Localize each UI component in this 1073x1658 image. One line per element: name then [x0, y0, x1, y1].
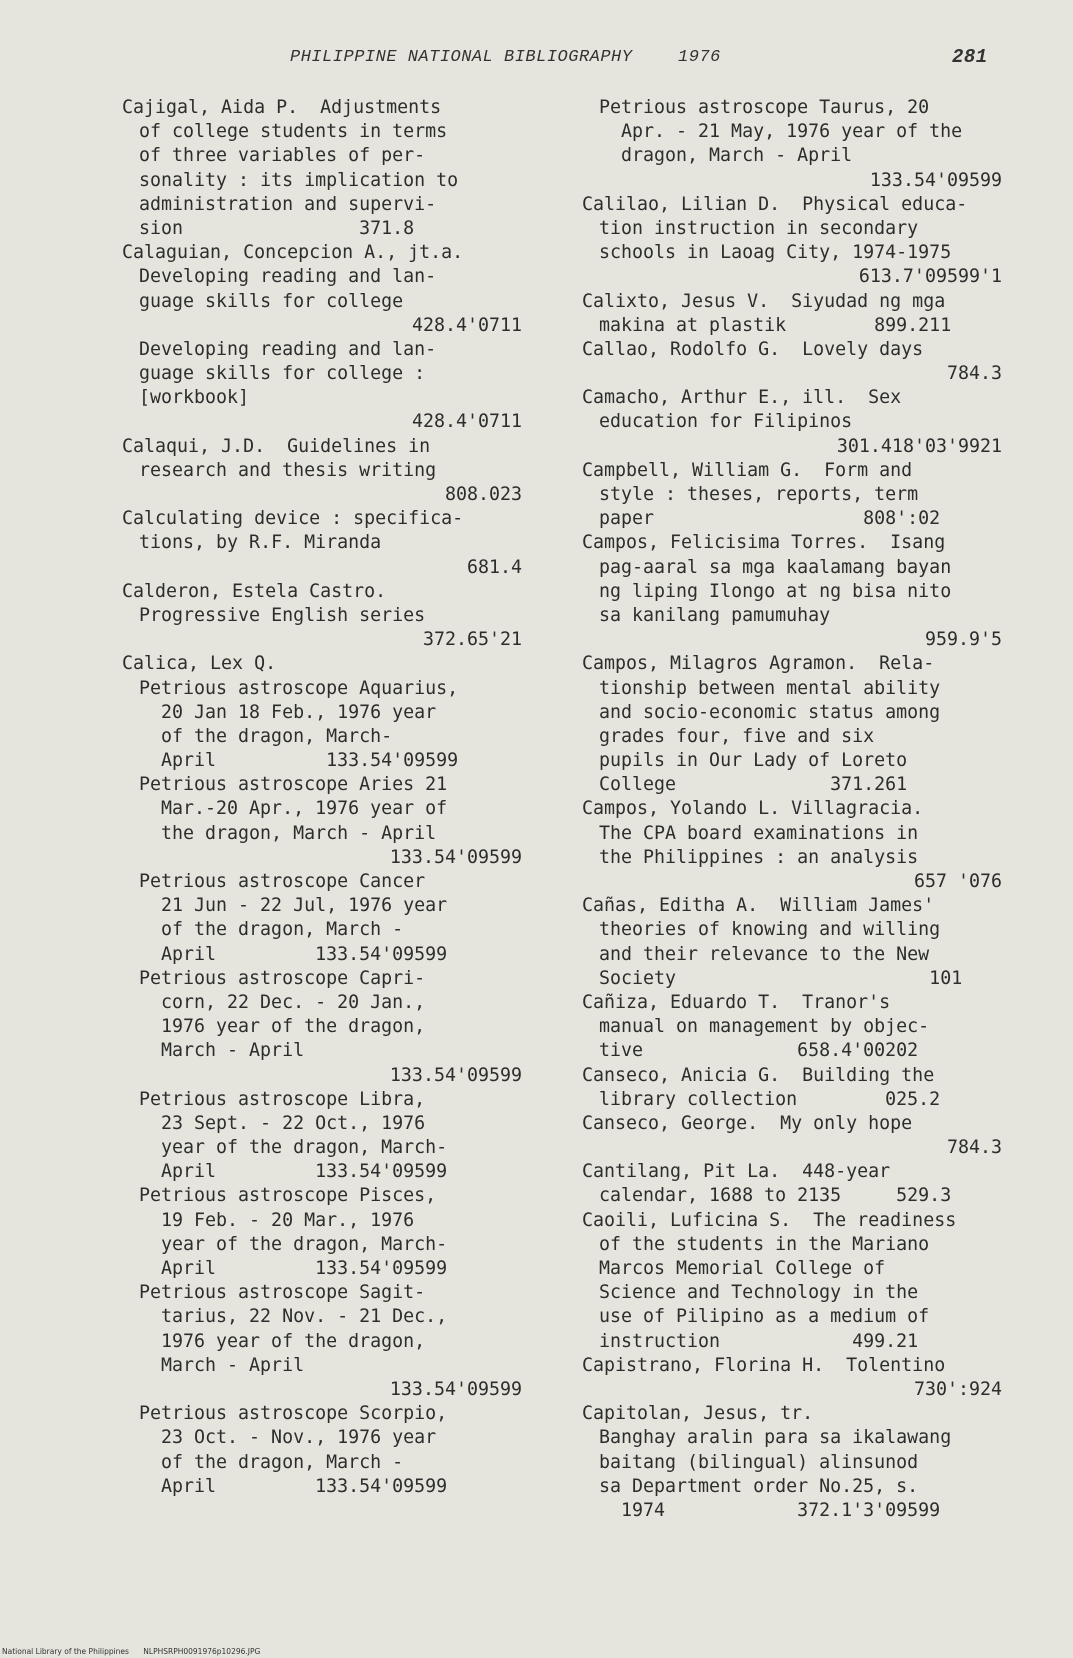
bibliography-entry	[582, 894, 1002, 991]
entry-line: and their relevance to the New	[599, 943, 930, 965]
call-number: 133.54'09599	[389, 846, 522, 868]
entry-line: Petrious astroscope Pisces,	[139, 1185, 437, 1207]
entry-line: use of Pilipino as a medium of	[599, 1306, 930, 1328]
call-number: 613.7'09599'1	[858, 266, 1002, 288]
bibliography-entry	[582, 652, 1002, 797]
page-number: 281	[952, 46, 988, 68]
footer-credit: National Library of the Philippines	[2, 1647, 129, 1656]
entry-line: 23 Sept. - 22 Oct., 1976	[161, 1112, 426, 1134]
entry-line: dragon, March - April	[621, 145, 853, 167]
bibliography-entry	[582, 1354, 1002, 1402]
bibliography-year: 1976	[678, 48, 721, 67]
entry-line: Cajigal, Aida P. Adjustments	[122, 97, 442, 118]
entry-line: of the dragon, March -	[161, 919, 404, 941]
entry-line: [workbook]	[139, 387, 250, 409]
entry-line: of the dragon, March -	[161, 1451, 404, 1473]
entry-line: Banghay aralin para sa ikalawang	[599, 1427, 952, 1449]
entry-line: Developing reading and lan-	[139, 266, 437, 288]
bibliography-entry	[582, 193, 1002, 290]
page-footer	[2, 1647, 260, 1656]
bibliography-entry	[122, 652, 522, 1499]
entry-line: Petrious astroscope Aries 21	[139, 774, 448, 796]
entry-line: year of the dragon, March-	[161, 1137, 448, 1159]
bibliography-entry	[582, 290, 1002, 338]
entry-line: Canseco, George. My only hope	[582, 1112, 913, 1134]
entry-line: Capistrano, Florina H. Tolentino	[582, 1354, 946, 1376]
entry-line: schools in Laoag City, 1974-1975	[599, 242, 952, 264]
entry-line: Petrious astroscope Sagit-	[139, 1282, 426, 1304]
bibliography-entry	[122, 96, 522, 241]
entry-line: of college students in terms	[139, 121, 448, 143]
entry-line: Petrious astroscope Scorpio,	[139, 1403, 448, 1425]
entry-line: April 133.54'09599	[161, 1258, 448, 1279]
entry-line: 1976 year of the dragon,	[161, 1016, 426, 1038]
entry-line: administration and supervi-	[139, 193, 437, 215]
entry-line: makina at plastik 899.211	[599, 314, 952, 336]
entry-line: pupils in Our Lady of Loreto	[599, 750, 908, 772]
bibliography-entry	[122, 241, 522, 435]
call-number: 133.54'09599	[869, 169, 1002, 191]
call-number: 730':924	[913, 1378, 1002, 1400]
entry-line: education for Filipinos	[599, 411, 853, 433]
call-number: 428.4'0711	[411, 411, 522, 433]
entry-line: Calilao, Lilian D. Physical educa-	[582, 193, 968, 215]
entry-line: the Philippines : an analysis	[599, 846, 919, 868]
entry-line: tions, by R.F. Miranda	[139, 532, 382, 554]
entry-line: 1976 year of the dragon,	[161, 1330, 426, 1352]
bibliography-entry	[582, 1209, 1002, 1354]
entry-line: Calaqui, J.D. Guidelines in	[122, 435, 431, 457]
entry-line: Science and Technology in the	[599, 1282, 919, 1304]
call-number: 133.54'09599	[389, 1064, 522, 1086]
entry-line: 19 Feb. - 20 Mar., 1976	[161, 1209, 415, 1231]
entry-line: Petrious astroscope Taurus, 20	[599, 97, 930, 118]
bibliography-title: PHILIPPINE NATIONAL BIBLIOGRAPHY	[290, 48, 633, 67]
entry-line: guage skills for college	[139, 290, 404, 312]
bibliography-entry	[582, 991, 1002, 1064]
entry-line: April 133.54'09599	[161, 750, 459, 772]
call-number: 784.3	[946, 363, 1002, 385]
call-number: 808.023	[444, 484, 522, 505]
entry-line: paper 808':02	[599, 508, 941, 530]
bibliography-entry	[122, 507, 522, 580]
call-number: 784.3	[946, 1137, 1002, 1159]
call-number: 301.418'03'9921	[836, 435, 1002, 457]
bibliography-entry	[582, 797, 1002, 894]
entry-line: Capitolan, Jesus, tr.	[582, 1403, 814, 1425]
bibliography-entry	[582, 1064, 1002, 1112]
entry-line: March - April	[161, 1354, 305, 1376]
entry-line: April 133.54'09599	[161, 1475, 448, 1497]
entry-line: Marcos Memorial College of	[599, 1258, 886, 1279]
bibliography-entry	[582, 1112, 1002, 1160]
entry-line: March - April	[161, 1040, 305, 1062]
entry-line: 20 Jan 18 Feb., 1976 year	[161, 701, 437, 723]
call-number: 133.54'09599	[389, 1378, 522, 1400]
entry-line: Calixto, Jesus V. Siyudad ng mga	[582, 290, 946, 312]
entry-line: Society 101	[599, 967, 963, 989]
entry-line: Calculating device : specifica-	[122, 508, 464, 530]
entry-line: tarius, 22 Nov. - 21 Dec.,	[161, 1306, 448, 1328]
entry-line: pag-aaral sa mga kaalamang bayan	[599, 556, 952, 578]
entry-line: ng liping Ilongo at ng bisa nito	[599, 580, 952, 602]
bibliography-entry	[582, 338, 1002, 386]
entry-line: style : theses, reports, term	[599, 484, 919, 505]
entry-line: library collection 025.2	[599, 1088, 941, 1110]
entry-line: Cantilang, Pit La. 448-year	[582, 1161, 891, 1183]
entry-line: College 371.261	[599, 774, 908, 796]
entry-line: theories of knowing and willing	[599, 919, 941, 941]
entry-line: April 133.54'09599	[161, 943, 448, 965]
entry-line: sion 371.8	[139, 217, 415, 239]
entry-line: Callao, Rodolfo G. Lovely days	[582, 338, 924, 360]
entry-line: Campos, Milagros Agramon. Rela-	[582, 653, 935, 675]
bibliography-entry	[582, 459, 1002, 532]
bibliography-entry	[582, 1160, 1002, 1208]
entry-line: the dragon, March - April	[161, 822, 437, 844]
entry-line: instruction 499.21	[599, 1330, 919, 1352]
entry-line: Cañiza, Eduardo T. Tranor's	[582, 991, 891, 1013]
entry-line: 21 Jun - 22 Jul, 1976 year	[161, 895, 448, 917]
entry-line: guage skills for college :	[139, 363, 426, 385]
entry-line: Caoili, Luficina S. The readiness	[582, 1209, 957, 1231]
footer-file-id: NLPHSRPH0091976p10296.JPG	[143, 1647, 261, 1656]
entry-line: sa Department order No.25, s.	[599, 1475, 919, 1497]
entry-line: tion instruction in secondary	[599, 217, 919, 239]
entry-line: Petrious astroscope Capri-	[139, 967, 426, 989]
bibliography-entry	[582, 96, 1002, 193]
entry-line: of the students in the Mariano	[599, 1233, 930, 1255]
entry-line: Apr. - 21 May, 1976 year of the	[621, 121, 963, 143]
entry-line: Petrious astroscope Aquarius,	[139, 677, 459, 699]
right-column	[582, 96, 1002, 1523]
entry-line: 23 Oct. - Nov., 1976 year	[161, 1427, 437, 1449]
entry-line: Developing reading and lan-	[139, 338, 437, 360]
left-column	[122, 96, 522, 1499]
entry-line: sa kanilang pamumuhay	[599, 604, 831, 626]
entry-line: year of the dragon, March-	[161, 1233, 448, 1255]
entry-line: Campos, Felicisima Torres. Isang	[582, 532, 946, 554]
entry-line: Campbell, William G. Form and	[582, 459, 913, 481]
entry-line: Calderon, Estela Castro.	[122, 580, 387, 602]
bibliography-entry	[582, 531, 1002, 652]
entry-line: Calica, Lex Q.	[122, 653, 277, 675]
entry-line: Petrious astroscope Cancer	[139, 871, 426, 892]
call-number: 428.4'0711	[411, 314, 522, 336]
entry-line: Progressive English series	[139, 604, 426, 626]
entry-line: corn, 22 Dec. - 20 Jan.,	[161, 991, 426, 1013]
entry-line: manual on management by objec-	[599, 1016, 930, 1038]
entry-line: tionship between mental ability	[599, 677, 941, 699]
entry-line: of the dragon, March-	[161, 725, 393, 747]
entry-line: Campos, Yolando L. Villagracia.	[582, 798, 924, 820]
bibliography-entry	[122, 580, 522, 653]
entry-line: and socio-economic status among	[599, 701, 941, 723]
call-number: 959.9'5	[924, 629, 1002, 651]
entry-line: Canseco, Anicia G. Building the	[582, 1064, 935, 1086]
entry-line: calendar, 1688 to 2135 529.3	[599, 1185, 952, 1207]
entry-line: The CPA board examinations in	[599, 822, 919, 844]
entry-line: tive 658.4'00202	[599, 1040, 919, 1062]
entry-line: Mar.-20 Apr., 1976 year of	[161, 798, 448, 820]
call-number: 657 '076	[913, 871, 1002, 892]
entry-line: grades four, five and six	[599, 725, 875, 747]
entry-line: of three variables of per-	[139, 145, 426, 167]
bibliography-entry	[582, 1402, 1002, 1523]
entry-line: research and thesis writing	[139, 459, 437, 481]
entry-line: April 133.54'09599	[161, 1161, 448, 1183]
entry-line: Cañas, Editha A. William James'	[582, 895, 935, 917]
bibliography-entry	[582, 386, 1002, 459]
entry-line: Petrious astroscope Libra,	[139, 1088, 426, 1110]
bibliography-entry	[122, 435, 522, 508]
call-number: 681.4	[466, 556, 522, 578]
entry-line: Calaguian, Concepcion A., jt.a.	[122, 242, 464, 264]
entry-line: sonality : its implication to	[139, 169, 459, 191]
entry-line: Camacho, Arthur E., ill. Sex	[582, 387, 902, 409]
call-number: 372.65'21	[422, 629, 522, 651]
entry-line: baitang (bilingual) alinsunod	[599, 1451, 919, 1473]
entry-line: 1974 372.1'3'09599	[621, 1499, 941, 1521]
